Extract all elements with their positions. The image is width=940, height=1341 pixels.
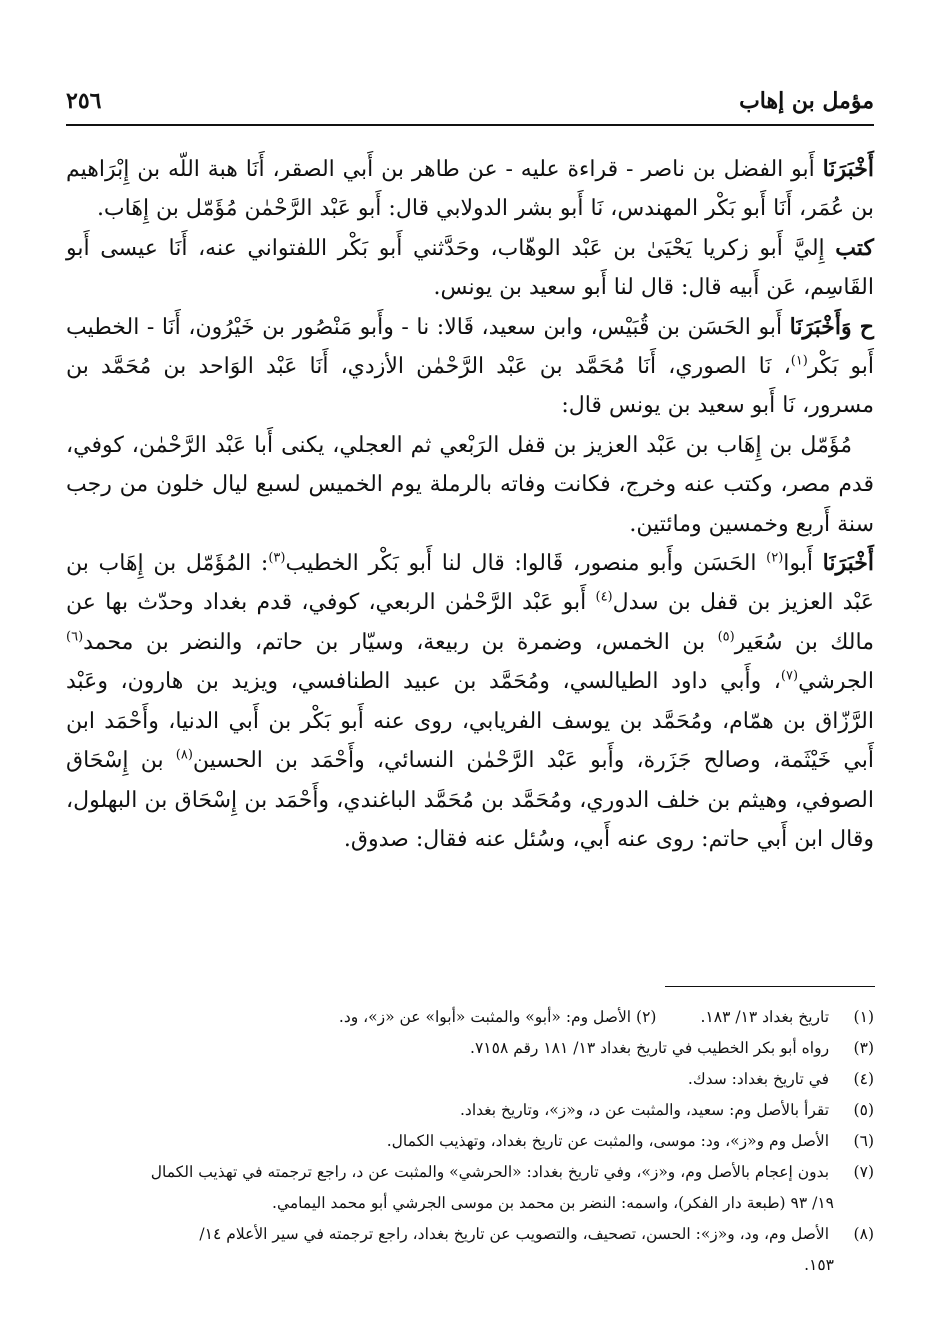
paragraph-lead: أَخْبَرَنَا — [822, 156, 874, 182]
footnote-number: (٨) — [853, 1225, 874, 1243]
footnote-item — [66, 1219, 874, 1250]
footnote-ref: (٧) — [780, 668, 799, 684]
footnote-item — [66, 1002, 874, 1033]
header-rule — [66, 124, 874, 126]
paragraph-5 — [66, 544, 874, 859]
paragraph-lead: ح وَأَخْبَرَنَا — [789, 313, 874, 340]
footnote-rule — [665, 986, 875, 987]
footnote-text: في تاريخ بغداد: سدك. — [687, 1070, 830, 1088]
footnote-ref: (٢) — [766, 550, 784, 566]
page-number: ٢٥٦ — [66, 88, 102, 114]
footnote-ref: (٥) — [717, 629, 735, 645]
footnote-text: الأصل وم، ود، و«ز»: الحسن، تصحيف، والتصويب عن تاريخ بغداد، راجع ترجمته في سير الأعلام ١٤/ — [199, 1225, 830, 1243]
footnote-ref: (٦) — [66, 629, 84, 645]
paragraph-text: بن إِسْحَاق الصوفي، وهيثم بن خلف الدوري، ومُحَمَّد بن مُحَمَّد الباغندي، وأَحْمَد بن إِسْحَاق بن البهلول، وقال ابن أَبي حاتم: روى عنه أَبي، وسُئل عنه فقال: صدوق. — [66, 748, 874, 852]
paragraph-text: الجرشي — [798, 669, 874, 695]
footnote-text: تقرأ بالأصل وم: سعيد، والمثبت عن د، و«ز»، وتاريخ بغداد. — [460, 1101, 830, 1119]
footnote-text: رواه أبو بكر الخطيب في تاريخ بغداد ١٣/ ١٨١ رقم ٧١٥٨. — [470, 1039, 830, 1057]
paragraph-text: ، وأَبي داود الطيالسي، ومُحَمَّد بن عبيد الطنافسي، ويزيد بن هارون، وعَبْد الرَّزّاق بن همّام، ومُحَمَّد بن يوسف الفريابي، روى عنه أَبو بَكْر بن أَبي الدنيا، وأَحْمَد ابن أَبي خَيْثَمة، وصالح جَزَرة، وأَبو عَبْد الرَّحْمٰن النسائي، وأَحْمَد بن الحسين — [66, 669, 874, 774]
footnote-text: الأصل وم: «أبو» والمثبت «أبوا» عن «ز»، ود. — [338, 1008, 632, 1026]
footnote-number: (٣) — [853, 1039, 874, 1057]
paragraph-lead: أَخْبَرَنَا — [822, 550, 874, 577]
paragraph-text: : المُؤَمّل بن إِهَاب بن عَبْد العزيز بن قفل بن سدل — [66, 551, 874, 616]
footnote-number: (٢) — [636, 1008, 657, 1026]
footnote-number: (٦) — [853, 1132, 874, 1150]
main-text — [66, 150, 874, 859]
paragraph-text: أَبوا — [783, 551, 823, 577]
paragraph-text: بن الخمس، وضمرة بن ربيعة، وسيّار بن حاتم، والنضر بن محمد — [83, 629, 718, 655]
paragraph-1 — [66, 150, 874, 229]
paragraph-text: أَبو الفضل بن ناصر - قراءة عليه - عن طاهر بن أَبي الصقر، أَنَا هبة اللّه بن إِبْرَاهيم بن عُمَر، أَنَا أَبو بَكْر المهندس، نَا أَبو بشر الدولابي قال: أَبو عَبْد الرَّحْمٰن مُؤَمّل بن إِهَاب. — [66, 157, 874, 222]
footnote-continuation: ١٩/ ٩٣ (طبعة دار الفكر)، واسمه: النضر بن محمد بن موسى الجرشي أبو محمد اليمامي. — [272, 1194, 834, 1212]
paragraph-text: مُؤَمّل بن إِهَاب بن عَبْد العزيز بن قفل الرَبْعي ثم العجلي، يكنى أَبا عَبْد الرَّحْمٰن، كوفي، قدم مصر، وكتب عنه وخرج، فكانت وفاته بالرملة يوم الخميس لسبع ليال خلون من رجب سنة أَربع وخمسين ومائتين. — [66, 432, 875, 537]
footnote-number: (٥) — [853, 1101, 874, 1119]
paragraph-text: أَبو عَبْد الرَّحْمٰن الربعي، كوفي، قدم بغداد وحدّث بها عن مالك بن سُعَير — [66, 590, 874, 655]
footnote-item — [66, 1126, 874, 1157]
running-title: مؤمل بن إهاب — [739, 88, 874, 114]
footnote-text: الأصل وم و«ز»، ود: موسى، والمثبت عن تاريخ بغداد، وتهذيب الكمال. — [386, 1132, 830, 1150]
footnote-ref: (٣) — [268, 550, 286, 566]
footnote-item — [66, 1157, 874, 1188]
footnote-number: (١) — [853, 1008, 874, 1026]
footnote-text: تاريخ بغداد ١٣/ ١٨٣. — [700, 1008, 830, 1026]
paragraph-4 — [66, 426, 874, 544]
footnote-ref: (٤) — [595, 590, 613, 606]
footnote-ref: (٨) — [175, 747, 193, 763]
paragraph-text: أَبو الحَسَن بن قُبَيْس، وابن سعيد، قَالا: نا - وأَبو مَنْصُور بن خَيْرُون، أَنَا - الخطيب أَبو بَكْر — [66, 314, 874, 380]
footnote-number: (٤) — [853, 1070, 874, 1088]
footnote-number: (٧) — [853, 1163, 874, 1181]
footnote-item — [66, 1064, 874, 1095]
paragraph-text: إِليَّ أَبو زكريا يَحْيَىٰ بن عَبْد الوهّاب، وحَدَّثني أَبو بَكْر اللفتواني عنه، أَنَا عيسى أَبو القَاسِم، عَن أَبيه قال: قال لنا أَبو سعيد بن يونس. — [66, 235, 874, 301]
paragraph-text: ، نَا الصوري، أَنَا مُحَمَّد بن عَبْد الرَّحْمٰن الأزدي، أَنَا عَبْد الوَاحد بن مُحَمَّد بن مسرور، نَا أَبو سعيد بن يونس قال: — [66, 354, 874, 419]
paragraph-text: الحَسَن وأَبو منصور، قَالوا: قال لنا أَبو بَكْر الخطيب — [285, 551, 767, 577]
footnotes — [66, 1002, 874, 1281]
footnote-item — [66, 1095, 874, 1126]
page-header — [66, 82, 874, 122]
footnote-ref: (١) — [790, 353, 808, 369]
footnote-continuation: ١٥٣. — [804, 1256, 834, 1274]
paragraph-3 — [66, 308, 874, 426]
paragraph-lead: كتب — [835, 234, 874, 261]
footnote-item — [66, 1033, 874, 1064]
paragraph-2 — [66, 229, 874, 308]
footnote-text: بدون إعجام بالأصل وم، و«ز»، وفي تاريخ بغداد: «الحرشي» والمثبت عن د، راجع ترجمته في تهذيب الكمال — [150, 1163, 830, 1181]
